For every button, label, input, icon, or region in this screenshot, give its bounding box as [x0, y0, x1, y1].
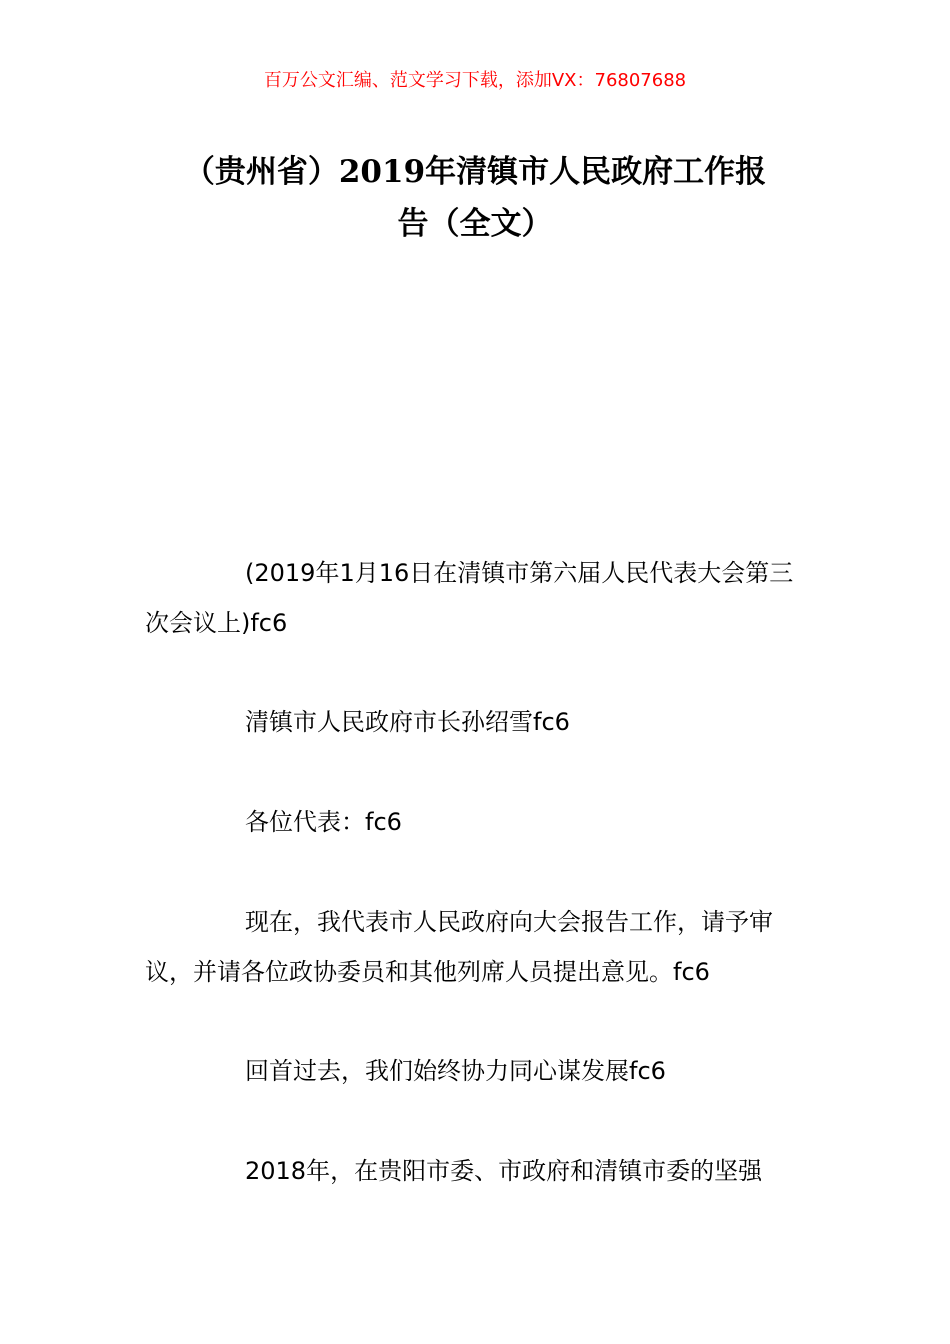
paragraph: (2019年1月16日在清镇市第六届人民代表大会第三次会议上)fc6	[145, 559, 794, 637]
paragraph: 各位代表：fc6	[245, 808, 402, 836]
paragraph: 2018年，在贵阳市委、市政府和清镇市委的坚强	[245, 1157, 763, 1185]
speaker-paragraph	[145, 697, 807, 747]
salutation-paragraph	[145, 797, 807, 847]
paragraph: 回首过去，我们始终协力同心谋发展fc6	[245, 1057, 666, 1085]
document-title-line-2: 告（全文）	[397, 206, 553, 242]
document-title-line-1: （贵州省）2019年清镇市人民政府工作报	[183, 154, 767, 190]
section-heading-paragraph	[145, 1046, 807, 1096]
body-paragraph	[145, 1146, 807, 1196]
paragraph: 现在，我代表市人民政府向大会报告工作，请予审议，并请各位政协委员和其他列席人员提出意见。fc6	[145, 908, 773, 986]
meeting-info-paragraph	[145, 548, 807, 648]
intro-paragraph	[145, 897, 807, 997]
header-note: 百万公文汇编、范文学习下载，添加VX：76807688	[263, 70, 687, 91]
paragraph: 清镇市人民政府市长孙绍雪fc6	[245, 708, 570, 736]
document-title	[145, 146, 805, 250]
